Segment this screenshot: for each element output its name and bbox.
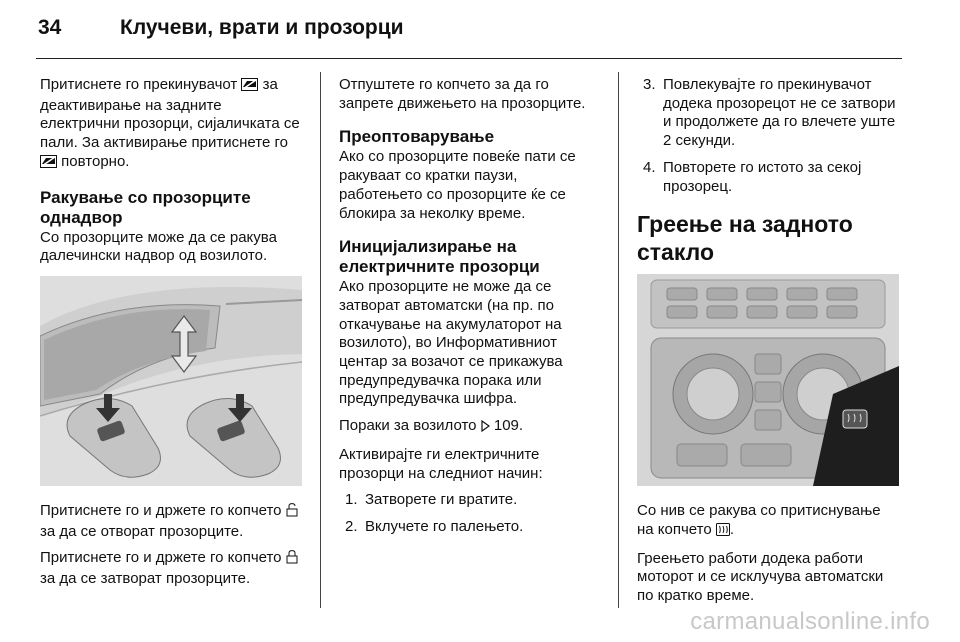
paragraph-close-windows: Притиснете го и држете го копчето за да се затворат прозорците. — [40, 549, 302, 588]
chapter-title: Клучеви, врати и прозорци — [120, 16, 404, 39]
page-header — [36, 14, 902, 54]
paragraph-activate: Активирајте ги електричните прозорци на следниот начин: — [339, 445, 543, 482]
remote-key-window-figure — [40, 276, 302, 486]
climate-panel-figure — [637, 274, 899, 486]
lock-button-icon — [286, 550, 298, 570]
watermark: carmanualsonline.info — [690, 608, 930, 635]
column-left — [40, 76, 302, 597]
list-item: 2. Вклучете го палењето. — [345, 517, 524, 535]
heading-overload: Преоптоварување — [339, 127, 495, 147]
list-item: 3. Повлекувајте го прекинувачот додека прозорецот не се затвори и продолжете да го влечете уште 2 секунди. — [643, 76, 896, 150]
column-divider-1 — [320, 72, 321, 608]
paragraph-release-button: Отпуштете го копчето за да го запрете движењето на прозорците. — [339, 76, 586, 112]
paragraph-heating-duration: Греењето работи додека работи моторот и се исклучува автоматски по кратко време. — [637, 549, 884, 605]
column-divider-2 — [618, 72, 619, 608]
header-rule — [36, 58, 902, 59]
paragraph-remote-operation: Со прозорците може да се ракува далечински надвор од возилото. — [40, 228, 277, 265]
heading-heated-rear-window: Греење на задното стакло — [637, 211, 853, 266]
page-number: 34 — [38, 16, 62, 39]
paragraph-vehicle-messages: Пораки за возилото 109. — [339, 417, 603, 438]
paragraph-press-button: Со нив се ракува со притиснување на копчето . — [637, 502, 901, 541]
paragraph-child-lock: Притиснете го прекинувачот за деактивирање на задните електрични прозорци, сијаличката се пали. За активирање притиснете го повторно. — [40, 76, 302, 174]
list-item: 4. Повторете го истото за секој прозорец. — [643, 158, 862, 195]
paragraph-overload: Ако со прозорците повеќе пати се ракуваат со кратки паузи, работењето со прозорците ќе се блокира за неколку време. — [339, 148, 576, 222]
steps-list-1 — [339, 491, 603, 536]
column-right — [637, 76, 901, 614]
heading-remote-operation: Ракување со прозорците однадвор — [40, 187, 251, 227]
rear-defrost-icon — [716, 523, 730, 542]
window-lock-icon — [40, 155, 57, 174]
list-item: 1. Затворете ги вратите. — [345, 491, 518, 509]
unlock-button-icon — [286, 503, 298, 523]
steps-list-2 — [637, 76, 901, 196]
paragraph-initialisation: Ако прозорците не може да се затворат автоматски (на пр. по откачување на акумулаторот на возилото), во Информативниот центар за возачот се прикажува предупредувачка порака или предупредувачка шифра. — [339, 278, 563, 408]
window-lock-icon — [241, 78, 258, 97]
left-temperature-knob — [673, 354, 753, 434]
column-middle — [339, 76, 603, 545]
paragraph-open-windows: Притиснете го и држете го копчето за да се отворат прозорците. — [40, 502, 302, 541]
heading-initialisation: Иницијализирање на електричните прозорци — [339, 237, 540, 277]
page-reference-icon — [481, 419, 490, 438]
